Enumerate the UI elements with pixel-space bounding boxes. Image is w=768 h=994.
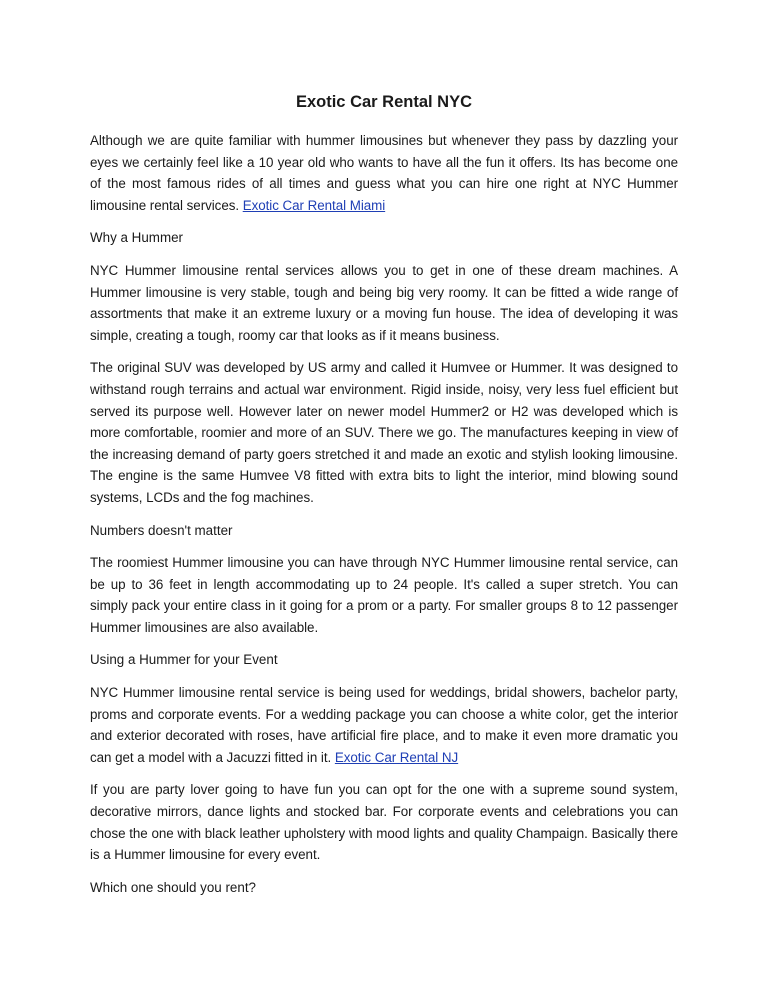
intro-paragraph [90, 130, 678, 216]
paragraph-dream-machines: NYC Hummer limousine rental services allows you to get in one of these dream machines. A Hummer limousine is very stable, tough and being big very roomy. It can be fitted a wide range of assortments that make it an extreme luxury or a moving fun house. The idea of developing it was simple, creating a tough, roomy car that looks as if it means business. [90, 262, 678, 343]
intro-text: Although we are quite familiar with hummer limousines but whenever they pass by dazzling your eyes we certainly feel like a 10 year old who wants to have all the fun it offers. Its has become one of the most famous rides of all times and guess what you can hire one right at NYC Hummer limousine rental services. [90, 133, 678, 213]
paragraph-original-suv: The original SUV was developed by US army and called it Humvee or Hummer. It was designed to withstand rough terrains and actual war environment. Rigid inside, noisy, very less fuel efficient but served its purpose well. However later on newer model Hummer2 or H2 was developed which is more comfortable, roomier and more of an SUV. There we go. The manufactures keeping in view of the increasing demand of party goers stretched it and made an exotic and stylish looking limousine. The engine is the same Humvee V8 fitted with extra bits to light the interior, mind blowing sound systems, LCDs and the fog machines. [90, 360, 678, 505]
section-heading-why-hummer: Why a Hummer [90, 230, 184, 246]
exotic-car-rental-nj-link[interactable]: Exotic Car Rental NJ [334, 749, 459, 765]
paragraph-roomiest: The roomiest Hummer limousine you can have through NYC Hummer limousine rental service, can be up to 36 feet in length accommodating up to 24 people. It's called a super stretch. You can simply pack your entire class in it going for a prom or a party. For smaller groups 8 to 12 passenger Hummer limousines are also available. [90, 555, 678, 635]
section-heading-numbers: Numbers doesn't matter [90, 522, 233, 538]
document-page [90, 92, 678, 909]
paragraph-weddings [90, 682, 678, 768]
weddings-text: NYC Hummer limousine rental service is being used for weddings, bridal showers, bachelor party, proms and corporate events. For a wedding package you can choose a white color, get the interior and exterior decorated with roses, have artificial fire place, and to make it even more dramatic you can get a model with a Jacuzzi fitted in it. [90, 685, 678, 765]
section-heading-event: Using a Hummer for your Event [90, 652, 278, 668]
paragraph-party-lover: If you are party lover going to have fun you can opt for the one with a supreme sound system, decorative mirrors, dance lights and stocked bar. For corporate events and celebrations you can chose the one with black leather upholstery with mood lights and quality Champaign. Basically there is a Hummer limousine for every event. [90, 782, 678, 863]
section-heading-which-one: Which one should you rent? [90, 879, 256, 895]
page-title: Exotic Car Rental NYC [295, 93, 473, 111]
exotic-car-rental-miami-link[interactable]: Exotic Car Rental Miami [242, 197, 386, 213]
